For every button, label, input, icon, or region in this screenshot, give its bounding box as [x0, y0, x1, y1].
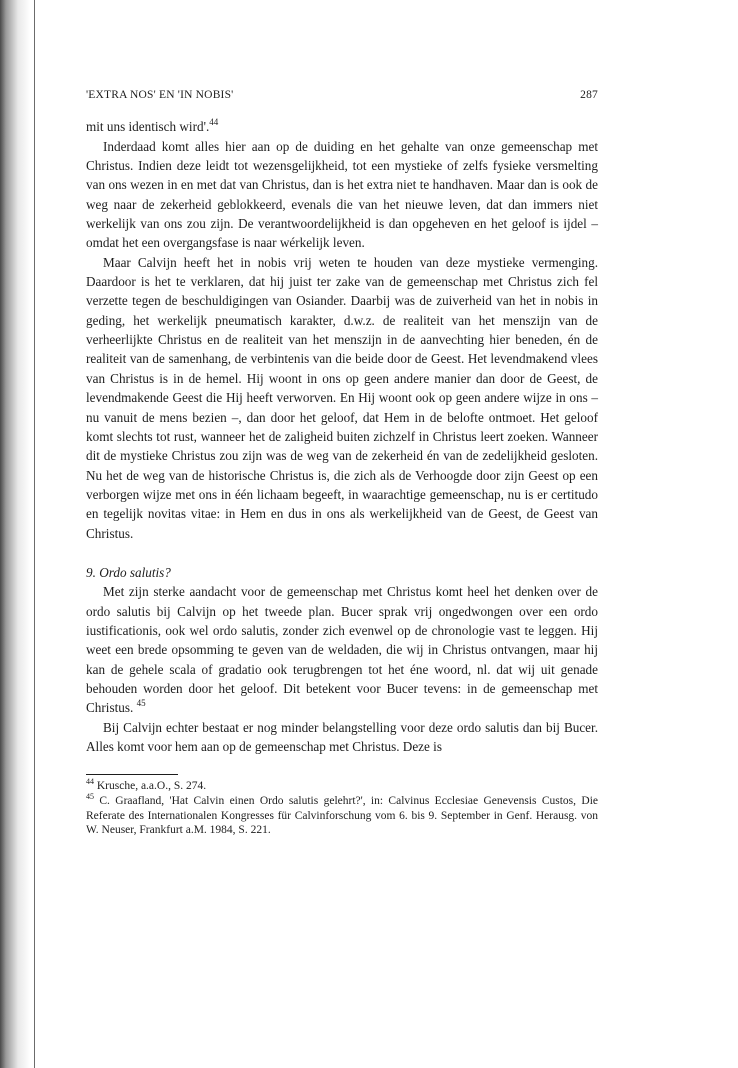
book-page [86, 86, 598, 838]
footnote-44: $^{44}$ Krusche, a.a.O., S. 274. [86, 777, 207, 793]
paragraph-3: Met zijn sterke aandacht voor de gemeenschap met Christus komt heel het denken over de ordo salutis bij Calvijn op het tweede plan. Bucer sprak vrij ongedwongen over een ordo iustificationis, ook wel ordo salutis, zonder zich evenwel op de chronologie vast te leggen. Hij weet een brede opsomming te geven van de weldaden, die wij in Christus ontvangen, maar hij kan de gehele scala of gradatio ook terugbrengen tot het éne woord, nl. dat wij uit genade behouden worden door het geloof. Dit betekent voor Bucer tevens: in de gemeenschap met Christus. $^{45}$ [86, 584, 598, 716]
scan-binding-shadow [0, 0, 30, 1068]
footnote-rule [86, 774, 178, 775]
running-title: 'EXTRA NOS' EN 'IN NOBIS' [86, 89, 234, 101]
paragraph-0: mit uns identisch wird'.$^{44}$ [86, 117, 219, 135]
footnotes [86, 779, 598, 837]
page-number: 287 [580, 89, 598, 101]
paragraph-2: Maar Calvijn heeft het in nobis vrij weten te houden van deze mystieke vermenging. Daardoor is het te verklaren, dat hij juist ter zake van de gemeenschap met Christus zich fel verzette tegen de beschuldigingen van Osiander. Daarbij was de zuiverheid van het in nobis in geding, het werkelijk pneumatisch karakter, d.w.z. de realiteit van het menszijn van de verheerlijkte Christus en de realiteit van het menszijn in de aanvechting hier beneden, én de realiteit van de samenhang, de verbintenis van die beide door de Geest. Het levendmakend vlees van Christus is in de hemel. Hij woont in ons op geen andere manier dan door de Geest, de levendmakende Geest die Hij heeft verworven. En Hij woont ook op geen andere wijze in ons – nu vanuit de mens bezien –, dan door het geloof, dat Hem in de belofte ontmoet. Het geloof komt slechts tot rust, wanneer het de zaligheid buiten zichzelf in Christus leert zoeken. Wanneer dit de mystieke Christus zou zijn was de weg van de zekerheid én van de zedelijkheid gesloten. Nu het de weg van de historische Christus is, die zich als de Verhoogde door zijn Geest op een verborgen wijze met ons in één lichaam begeeft, in waarachtige gemeenschap, nu is er certitudo en tegelijk novitas vitae: in Hem en dus in ons als werkelijkheid van de Geest, de Geest van Christus. [86, 254, 598, 541]
footnote-ref-45: 45 [136, 698, 146, 709]
running-head [86, 86, 598, 105]
scan-page-edge [34, 0, 35, 1068]
footnote-ref-44: 44 [209, 117, 219, 128]
paragraph-1: Inderdaad komt alles hier aan op de duiding en het gehalte van onze gemeenschap met Christus. Indien deze leidt tot wezensgelijkheid, tot een mystieke of zelfs fysieke versmelting van ons wezen in en met dat van Christus, dan is het extra niet te handhaven. Maar dan is ook de weg naar de zekerheid geblokkeerd, evenals die van het nieuwe leven, dat dan immers niet werkelijk van ons zou zijn. De verantwoordelijkheid is dan opgeheven en het geloof is ijdel – omdat het een overgangsfase is naar wérkelijk leven. [86, 138, 598, 251]
section-heading: 9. Ordo salutis? [86, 564, 171, 580]
paragraph-4: Bij Calvijn echter bestaat er nog minder belangstelling voor deze ordo salutis dan bij Bucer. Alles komt voor hem aan op de gemeenschap met Christus. Deze is [86, 719, 598, 754]
footnote-45: $^{45}$ C. Graafland, 'Hat Calvin einen Ordo salutis gelehrt?', in: Calvinus Ecclesiae Genevensis Custos, Die Referate des Internationalen Kongresses für Calvinforschung vom 6. bis 9. September in Genf. Herausg. von W. Neuser, Frankfurt a.M. 1984, S. 221. [86, 791, 598, 837]
